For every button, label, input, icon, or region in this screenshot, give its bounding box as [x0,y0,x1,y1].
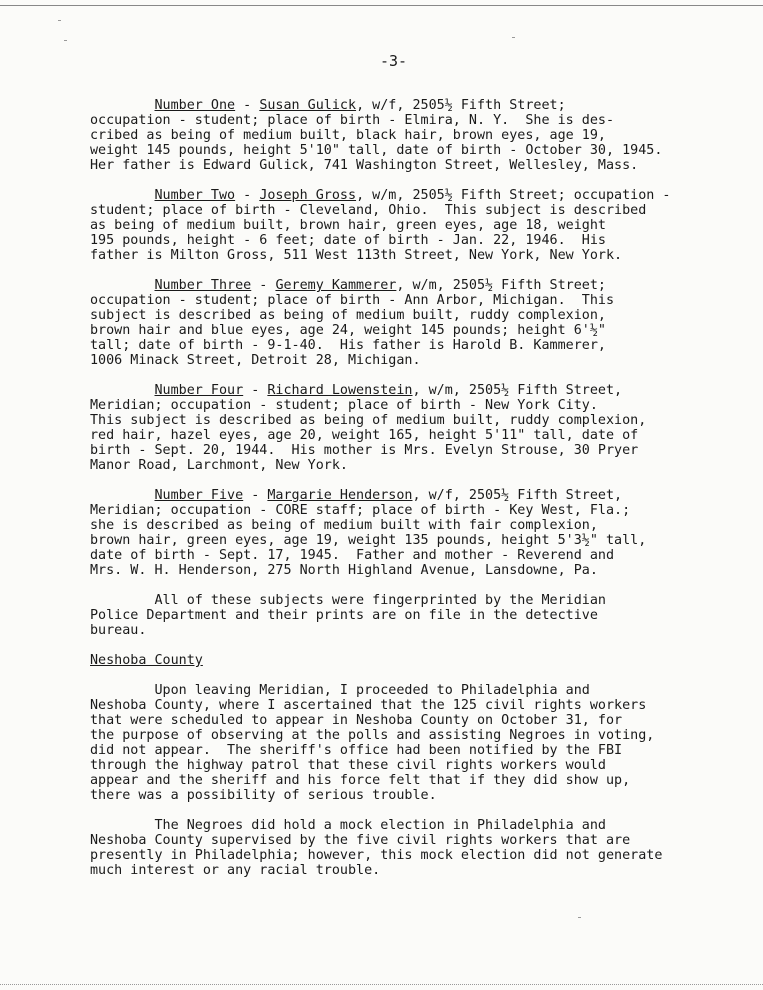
text-line: tall; date of birth - 9-1-40. His father is Harold B. Kammerer, [90,338,606,353]
subject-paragraph: Number Two - Joseph Gross, w/m, 2505½ Fifth Street; occupation - student; place of birth - Cleveland, Ohio. This subject is described as being of medium built, brown hair, green eyes, age 18, weight 195 pounds, height - 6 feet; date of birth - Jan. 22, 1946. His father is Milton Gross, 511 West 113th Street, New York, New York. [90,188,740,263]
text-line: Police Department and their prints are on file in the detective [90,608,598,623]
text-line: cribed as being of medium built, black hair, brown eyes, age 19, [90,128,606,143]
text-line: through the highway patrol that these civil rights workers would [90,758,606,773]
text-line: , w/f, 2505½ Fifth Street, [412,488,623,503]
text-line: brown hair, green eyes, age 19, weight 135 pounds, height 5'3½" tall, [90,533,647,548]
text-line: student; place of birth - Cleveland, Ohio. This subject is described [90,203,647,218]
neshoba-paragraph [90,818,740,878]
subject-paragraph: Number Three - Geremy Kammerer, w/m, 2505½ Fifth Street; occupation - student; place of birth - Ann Arbor, Michigan. This subject is described as being of medium built, ruddy complexion, brown hair and blue eyes, age 24, weight 145 pounds; height 6'½" tall; date of birth - 9-1-40. His father is Harold B. Kammerer, 1006 Minack Street, Detroit 28, Michigan. [90,278,740,368]
text-line: , w/m, 2505½ Fifth Street, [412,383,623,398]
text-line: Meridian; occupation - student; place of birth - New York City. [90,398,598,413]
page-number: -3- [380,52,408,70]
text-line: The Negroes did hold a mock election in Philadelphia and [154,818,606,833]
text-line: subject is described as being of medium built, ruddy complexion, [90,308,606,323]
neshoba-paragraph [90,683,740,803]
subject-number-label: Number Two [154,188,236,203]
subject-number-label: Number Three [154,278,252,293]
scan-speck [58,20,61,21]
text-line: weight 145 pounds, height 5'10" tall, date of birth - October 30, 1945. [90,143,663,158]
text-line: bureau. [90,623,147,638]
bottom-edge-line [0,984,763,985]
text-line: , w/m, 2505½ Fifth Street; [396,278,606,293]
subject-name: Geremy Kammerer [275,278,397,293]
text-line: brown hair and blue eyes, age 24, weight 145 pounds; height 6'½" [90,323,606,338]
text-line: Her father is Edward Gulick, 741 Washington Street, Wellesley, Mass. [90,158,639,173]
text-line: Mrs. W. H. Henderson, 275 North Highland Avenue, Lansdowne, Pa. [90,563,598,578]
subject-number-label: Number One [154,98,236,113]
text-line: date of birth - Sept. 17, 1945. Father and mother - Reverend and [90,548,615,563]
text-line: did not appear. The sheriff's office had been notified by the FBI [90,743,623,758]
text-line: that were scheduled to appear in Neshoba County on October 31, for [90,713,623,728]
text-line: father is Milton Gross, 511 West 113th Street, New York, New York. [90,248,623,263]
text-line: occupation - student; place of birth - Ann Arbor, Michigan. This [90,293,615,308]
text-line: red hair, hazel eyes, age 20, weight 165, height 5'11" tall, date of [90,428,639,443]
subject-name: Susan Gulick [259,98,357,113]
text-line: , w/f, 2505½ Fifth Street; [356,98,566,113]
text-line: Neshoba County, where I ascertained that the 125 civil rights workers [90,698,647,713]
subject-name: Richard Lowenstein [267,383,413,398]
scan-speck [578,917,581,918]
subject-number-label: Number Four [154,383,244,398]
text-line: This subject is described as being of medium built, ruddy complexion, [90,413,647,428]
subject-paragraph: Number One - Susan Gulick, w/f, 2505½ Fifth Street; occupation - student; place of birth - Elmira, N. Y. She is des- cribed as being of medium built, black hair, brown eyes, age 19, weight 145 pounds, height 5'10" tall, date of birth - October 30, 1945. Her father is Edward Gulick, 741 Washington Street, Wellesley, Mass. [90,98,740,173]
text-line: All of these subjects were fingerprinted by the Meridian [154,593,606,608]
text-line: occupation - student; place of birth - Elmira, N. Y. She is des- [90,113,615,128]
fingerprint-paragraph [90,593,740,638]
subject-name: Joseph Gross [259,188,357,203]
scan-speck [512,37,515,38]
subject-paragraph: Number Five - Margarie Henderson, w/f, 2505½ Fifth Street, Meridian; occupation - CORE staff; place of birth - Key West, Fla.; she is described as being of medium built with fair complexion, brown hair, green eyes, age 19, weight 135 pounds, height 5'3½" tall, date of birth - Sept. 17, 1945. Father and mother - Reverend and Mrs. W. H. Henderson, 275 North Highland Avenue, Lansdowne, Pa. [90,488,740,578]
text-line: Upon leaving Meridian, I proceeded to Philadelphia and [154,683,590,698]
text-line: Neshoba County supervised by the five civil rights workers that are [90,833,631,848]
text-line: appear and the sheriff and his force felt that if they did show up, [90,773,631,788]
top-edge-line [0,5,763,6]
text-line: Manor Road, Larchmont, New York. [90,458,348,473]
text-line: Meridian; occupation - CORE staff; place of birth - Key West, Fla.; [90,503,631,518]
text-line: much interest or any racial trouble. [90,863,381,878]
text-line: 195 pounds, height - 6 feet; date of birth - Jan. 22, 1946. His [90,233,606,248]
subject-number-label: Number Five [154,488,244,503]
text-line: , w/m, 2505½ Fifth Street; occupation - [356,188,671,203]
text-line: presently in Philadelphia; however, this mock election did not generate [90,848,663,863]
text-line: she is described as being of medium built with fair complexion, [90,518,598,533]
text-line: the purpose of observing at the polls and assisting Negroes in voting, [90,728,655,743]
scan-speck [64,40,67,41]
text-line: birth - Sept. 20, 1944. His mother is Mrs. Evelyn Strouse, 30 Pryer [90,443,639,458]
subject-paragraph: Number Four - Richard Lowenstein, w/m, 2505½ Fifth Street, Meridian; occupation - student; place of birth - New York City. This subject is described as being of medium built, ruddy complexion, red hair, hazel eyes, age 20, weight 165, height 5'11" tall, date of birth - Sept. 20, 1944. His mother is Mrs. Evelyn Strouse, 30 Pryer Manor Road, Larchmont, New York. [90,383,740,473]
text-line: there was a possibility of serious trouble. [90,788,437,803]
subject-name: Margarie Henderson [267,488,413,503]
section-heading: Neshoba County [90,653,203,668]
text-line: 1006 Minack Street, Detroit 28, Michigan. [90,353,421,368]
text-line: as being of medium built, brown hair, green eyes, age 18, weight [90,218,606,233]
